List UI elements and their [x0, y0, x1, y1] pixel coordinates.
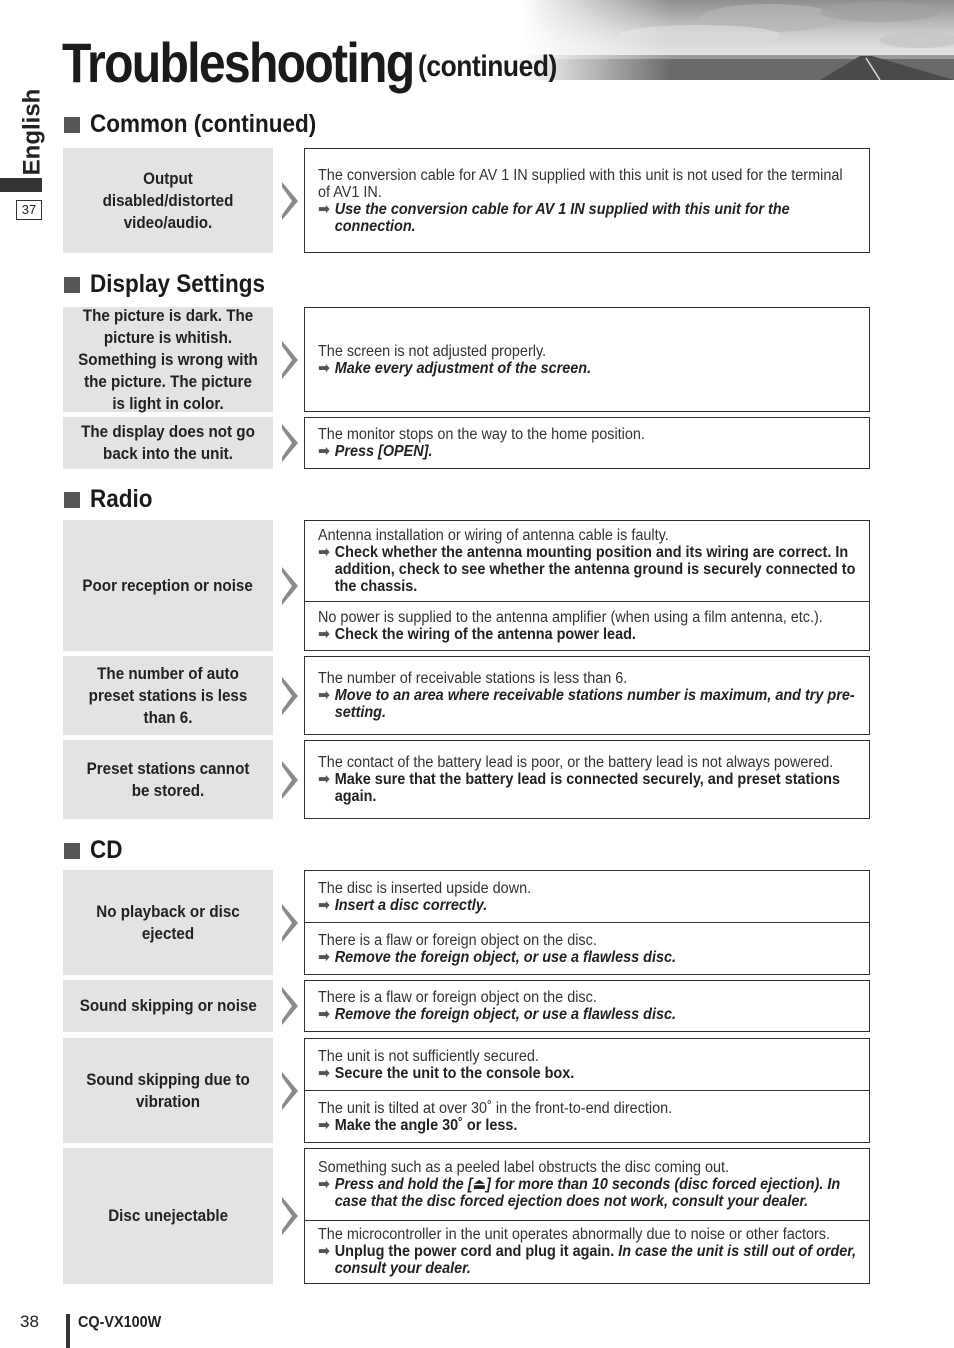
- cause-remedy-cell: [305, 418, 869, 468]
- remedy-text: ➡ Unplug the power cord and plug it again. In case the unit is still out of order, consult your dealer.: [318, 1243, 857, 1278]
- symptom-cell: The picture is dark. The picture is whitish. Something is wrong with the picture. The picture is light in color.: [63, 307, 273, 412]
- cause-remedy-cell: [305, 521, 869, 601]
- remedy-text: ➡ Make the angle 30˚ or less.: [318, 1116, 518, 1134]
- cause-text: The unit is not sufficiently secured.: [318, 1047, 539, 1065]
- model-number: CQ-VX100W: [78, 1314, 162, 1331]
- remedy-box: [304, 740, 870, 819]
- remedy-text: ➡ Remove the foreign object, or use a flawless disc.: [318, 1006, 677, 1023]
- trouble-row-sound-skipping: [63, 980, 870, 1032]
- arrow-right-icon: [282, 987, 298, 1025]
- arrow-bullet-icon: ➡: [318, 896, 331, 914]
- trouble-row-auto-preset: [63, 656, 870, 735]
- arrow-right-icon: [282, 904, 298, 942]
- cause-remedy-cell: [305, 1149, 869, 1220]
- remedy-text: ➡ Press [OPEN].: [318, 443, 433, 460]
- cause-remedy-cell: [305, 601, 869, 650]
- symptom-cell: Preset stations cannot be stored.: [63, 740, 273, 819]
- cause-remedy-cell: [305, 657, 869, 734]
- remedy-text: ➡ Check the wiring of the antenna power lead.: [318, 625, 636, 643]
- cause-text: The conversion cable for AV 1 IN supplied with this unit is not used for the terminal of AV1 IN.: [318, 166, 843, 201]
- trouble-row-poor-reception: [63, 520, 870, 651]
- cause-text: The unit is tilted at over 30˚ in the front-to-end direction.: [318, 1099, 673, 1117]
- side-page-number: 37: [16, 200, 42, 220]
- arrow-bullet-icon: ➡: [318, 625, 331, 643]
- title-main: Troubleshooting: [62, 31, 414, 94]
- trouble-row-output-disabled: [63, 148, 870, 253]
- cause-text: There is a flaw or foreign object on the disc.: [318, 931, 597, 949]
- remedy-box: [304, 307, 870, 412]
- arrow-right-icon: [282, 1072, 298, 1110]
- cause-text: The disc is inserted upside down.: [318, 879, 532, 897]
- cause-remedy-cell: [305, 922, 869, 974]
- arrow-right-icon: [282, 341, 298, 379]
- cause-remedy-cell: [305, 1220, 869, 1283]
- remedy-text: ➡ Make sure that the battery lead is connected securely, and preset stations again.: [318, 771, 840, 805]
- arrow-bullet-icon: ➡: [318, 1064, 331, 1082]
- remedy-text: ➡ Secure the unit to the console box.: [318, 1064, 575, 1082]
- arrow-bullet-icon: ➡: [318, 359, 331, 377]
- remedy-text: ➡ Press and hold the [⏏] for more than 10 seconds (disc forced ejection). In case that the disc forced ejection does not work, consult your dealer.: [318, 1175, 841, 1210]
- footer-divider: [66, 1314, 70, 1348]
- remedy-box: [304, 520, 870, 651]
- remedy-text: ➡ Check whether the antenna mounting position and its wiring are correct. In addition, check to see whether the antenna ground is securely connected to the chassis.: [318, 543, 856, 595]
- remedy-box: [304, 148, 870, 253]
- arrow-bullet-icon: ➡: [318, 443, 331, 460]
- arrow-bullet-icon: ➡: [318, 948, 331, 966]
- cause-text: The number of receivable stations is less than 6.: [318, 670, 628, 687]
- remedy-text: ➡ Remove the foreign object, or use a flawless disc.: [318, 948, 677, 966]
- remedy-box: [304, 980, 870, 1032]
- language-label: English: [18, 88, 46, 176]
- cause-remedy-cell: [305, 149, 869, 252]
- cause-text: No power is supplied to the antenna amplifier (when using a film antenna, etc.).: [318, 608, 823, 626]
- remedy-box: [304, 1038, 870, 1143]
- cause-remedy-cell: [305, 1090, 869, 1142]
- symptom-cell: Poor reception or noise: [63, 520, 273, 651]
- arrow-right-icon: [282, 761, 298, 799]
- square-bullet-icon: [64, 117, 80, 133]
- cause-remedy-cell: [305, 871, 869, 922]
- square-bullet-icon: [64, 492, 80, 508]
- cause-text: Something such as a peeled label obstructs the disc coming out.: [318, 1158, 730, 1176]
- arrow-right-icon: [282, 567, 298, 605]
- trouble-row-skipping-vibration: [63, 1038, 870, 1143]
- trouble-row-disc-unejectable: [63, 1148, 870, 1284]
- remedy-text: ➡ Use the conversion cable for AV 1 IN supplied with this unit for the connection.: [318, 200, 790, 235]
- remedy-box: [304, 656, 870, 735]
- section-heading-display-settings: Display Settings: [64, 270, 285, 299]
- arrow-right-icon: [282, 424, 298, 462]
- section-heading-common: Common (continued): [64, 110, 341, 139]
- trouble-row-no-playback: [63, 870, 870, 975]
- arrow-bullet-icon: ➡: [318, 1116, 331, 1134]
- arrow-bullet-icon: ➡: [318, 1006, 331, 1023]
- symptom-cell: Sound skipping or noise: [63, 980, 273, 1032]
- symptom-cell: Sound skipping due to vibration: [63, 1038, 273, 1143]
- symptom-cell: Output disabled/distorted video/audio.: [63, 148, 273, 253]
- section-heading-radio: Radio: [64, 485, 159, 514]
- symptom-cell: The display does not go back into the unit.: [63, 417, 273, 469]
- remedy-box: [304, 870, 870, 975]
- page-title: [62, 30, 557, 95]
- arrow-right-icon: [282, 182, 298, 220]
- arrow-right-icon: [282, 677, 298, 715]
- cause-remedy-cell: [305, 741, 869, 818]
- arrow-bullet-icon: ➡: [318, 1243, 331, 1261]
- trouble-row-picture-dark: [63, 307, 870, 412]
- cause-text: The monitor stops on the way to the home position.: [318, 426, 645, 443]
- symptom-cell: The number of auto preset stations is less than 6.: [63, 656, 273, 735]
- arrow-bullet-icon: ➡: [318, 1175, 331, 1193]
- remedy-text: ➡ Insert a disc correctly.: [318, 896, 488, 914]
- symptom-cell: No playback or disc ejected: [63, 870, 273, 975]
- arrow-right-icon: [282, 1197, 298, 1235]
- cause-text: The microcontroller in the unit operates abnormally due to noise or other factors.: [318, 1226, 830, 1244]
- page-number: 38: [20, 1312, 39, 1331]
- trouble-row-preset-not-stored: [63, 740, 870, 819]
- arrow-bullet-icon: ➡: [318, 771, 331, 788]
- cause-text: Antenna installation or wiring of antenna cable is faulty.: [318, 526, 669, 544]
- remedy-box: [304, 1148, 870, 1284]
- language-tab-bar: [0, 178, 42, 192]
- section-heading-cd: CD: [64, 836, 126, 865]
- cause-text: The contact of the battery lead is poor, or the battery lead is not always powered.: [318, 754, 834, 771]
- square-bullet-icon: [64, 277, 80, 293]
- symptom-cell: Disc unejectable: [63, 1148, 273, 1284]
- cause-remedy-cell: [305, 1039, 869, 1090]
- cause-text: The screen is not adjusted properly.: [318, 342, 547, 360]
- cause-remedy-cell: [305, 981, 869, 1031]
- title-continued: (continued): [418, 50, 557, 83]
- cause-remedy-cell: [305, 308, 869, 411]
- arrow-bullet-icon: ➡: [318, 200, 331, 218]
- header-landscape-photo: [520, 0, 954, 80]
- square-bullet-icon: [64, 843, 80, 859]
- remedy-text: ➡ Make every adjustment of the screen.: [318, 359, 592, 377]
- language-tab: [18, 88, 46, 176]
- arrow-bullet-icon: ➡: [318, 543, 331, 561]
- trouble-row-display-not-back: [63, 417, 870, 469]
- arrow-bullet-icon: ➡: [318, 687, 331, 704]
- remedy-text: ➡ Move to an area where receivable stations number is maximum, and try pre-setting.: [318, 687, 855, 721]
- remedy-box: [304, 417, 870, 469]
- cause-text: There is a flaw or foreign object on the disc.: [318, 989, 597, 1006]
